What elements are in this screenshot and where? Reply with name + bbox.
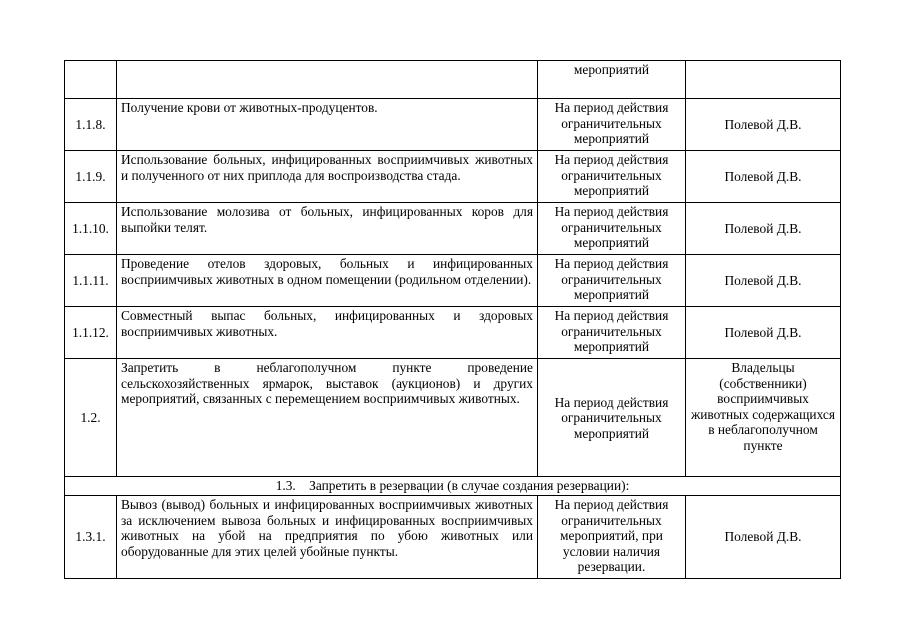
table-row [65, 151, 841, 203]
table-row [65, 99, 841, 151]
table-row [65, 255, 841, 307]
row-responsible: Полевой Д.В. [686, 99, 841, 151]
measures-table [64, 60, 841, 579]
row-period: На период действия ограничительных мероприятий [538, 307, 686, 359]
table-row [65, 203, 841, 255]
row-period: На период действия ограничительных мероприятий, при условии наличия резервации. [538, 496, 686, 579]
row-description: Использование молозива от больных, инфицированных коров для выпойки телят. [117, 203, 538, 255]
row-number: 1.3.1. [65, 496, 117, 579]
row-description [117, 61, 538, 99]
row-period: На период действия ограничительных мероприятий [538, 203, 686, 255]
row-number [65, 61, 117, 99]
row-description: Получение крови от животных-продуцентов. [117, 99, 538, 151]
table-row [65, 359, 841, 477]
table-row [65, 307, 841, 359]
row-responsible: Полевой Д.В. [686, 151, 841, 203]
row-description: Использование больных, инфицированных восприимчивых животных и полученного от них приплода для воспроизводства стада. [117, 151, 538, 203]
row-number: 1.2. [65, 359, 117, 477]
row-responsible: Полевой Д.В. [686, 255, 841, 307]
row-description: Проведение отелов здоровых, больных и инфицированных восприимчивых животных в одном помещении (родильном отделении). [117, 255, 538, 307]
row-description: Запретить в неблагополучном пункте проведение сельскохозяйственных ярмарок, выставок (аукционов) и других мероприятий, связанных с перемещением восприимчивых животных. [117, 359, 538, 477]
row-responsible: Полевой Д.В. [686, 496, 841, 579]
row-number: 1.1.9. [65, 151, 117, 203]
row-description: Вывоз (вывод) больных и инфицированных восприимчивых животных за исключением вывоза больных и инфицированных восприимчивых животных на убой на предприятия по убою животных или оборудованные для этих целей убойные пункты. [117, 496, 538, 579]
row-period: мероприятий [538, 61, 686, 99]
row-period: На период действия ограничительных мероприятий [538, 255, 686, 307]
row-period: На период действия ограничительных мероприятий [538, 99, 686, 151]
row-number: 1.1.11. [65, 255, 117, 307]
row-number: 1.1.10. [65, 203, 117, 255]
row-number: 1.1.12. [65, 307, 117, 359]
section-row [65, 477, 841, 496]
table-row [65, 496, 841, 579]
row-period: На период действия ограничительных мероприятий [538, 359, 686, 477]
row-number: 1.1.8. [65, 99, 117, 151]
table-row [65, 61, 841, 99]
row-description: Совместный выпас больных, инфицированных и здоровых восприимчивых животных. [117, 307, 538, 359]
row-responsible [686, 61, 841, 99]
row-responsible: Полевой Д.В. [686, 307, 841, 359]
section-heading: 1.3. Запретить в резервации (в случае создания резервации): [65, 477, 841, 496]
row-responsible: Полевой Д.В. [686, 203, 841, 255]
row-responsible: Владельцы (собственники) восприимчивых животных содержащихся в неблагополучном пункте [686, 359, 841, 477]
row-period: На период действия ограничительных мероприятий [538, 151, 686, 203]
